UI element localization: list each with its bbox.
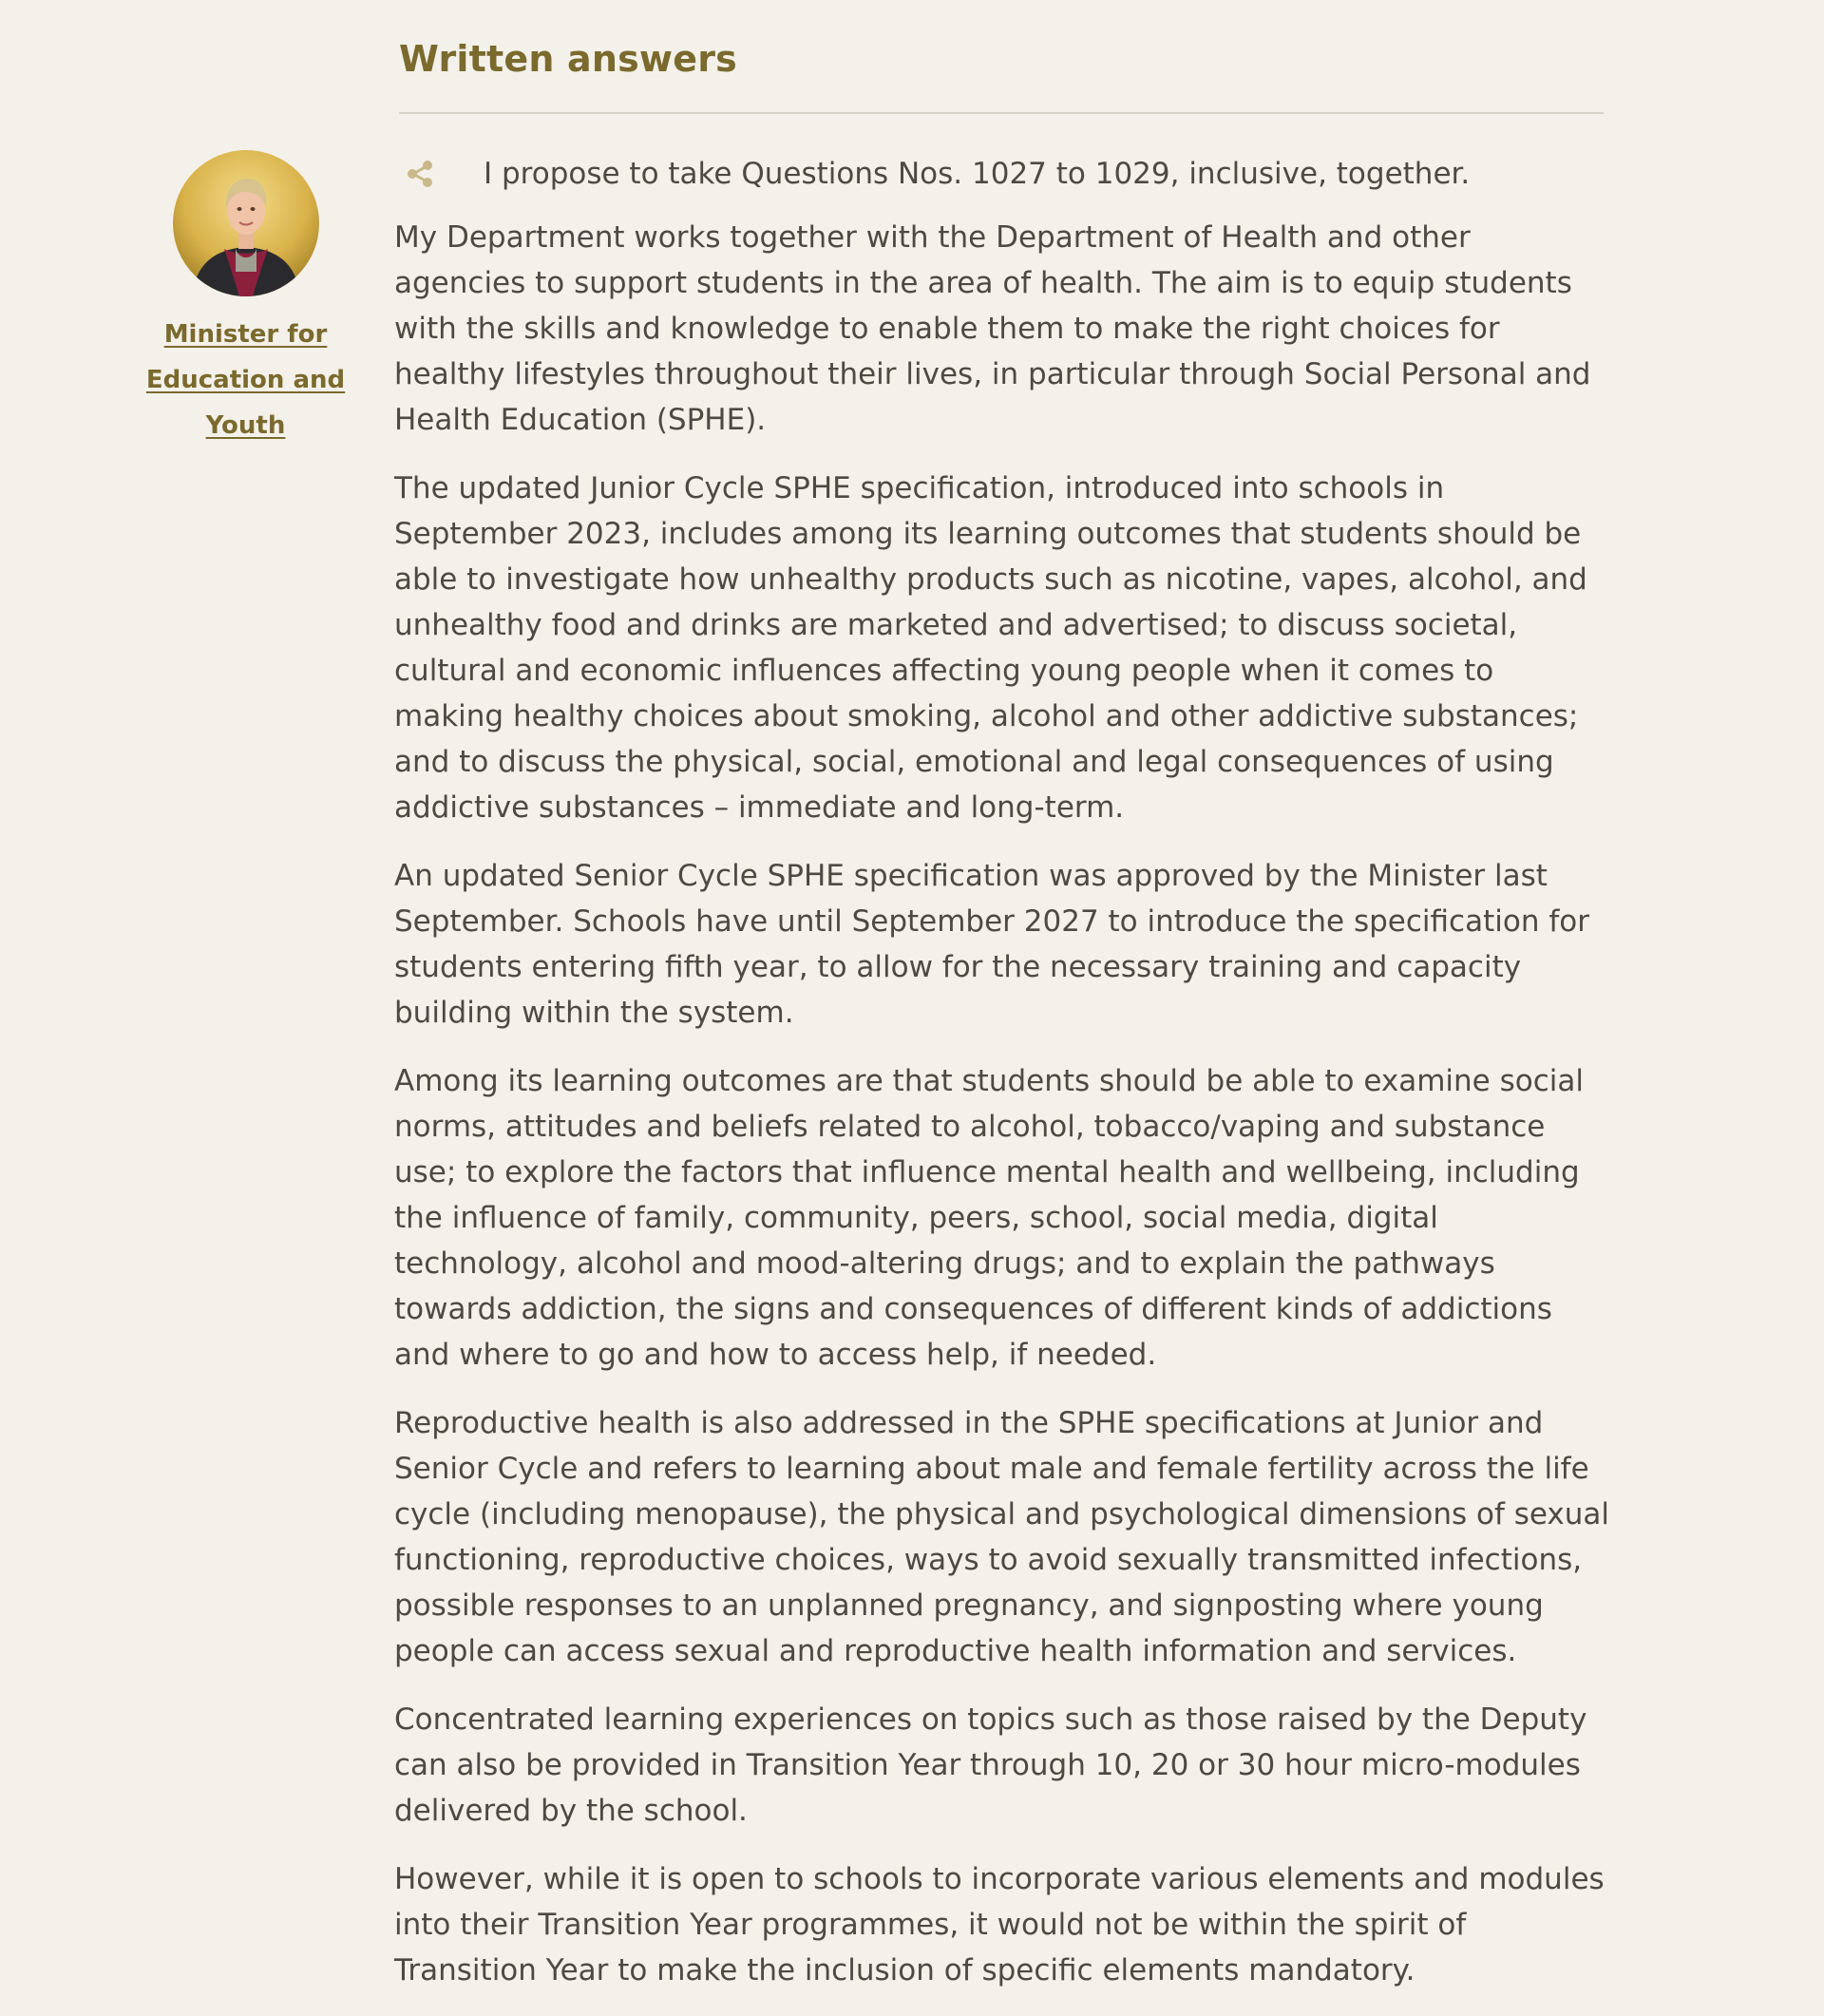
answer-lead-text: I propose to take Questions Nos. 1027 to 1029, inclusive, together. [484, 157, 1471, 191]
share-icon[interactable] [402, 155, 440, 193]
speaker-role-link[interactable]: Minister for Education and Youth [145, 320, 346, 440]
answer-paragraph: The updated Junior Cycle SPHE specification, introduced into schools in September 2023, includes among its learning outcomes that students should be able to investigate how unhealthy products such as nicotine, vapes, alcohol, and unhealthy food and drinks are marketed and advertised; to discuss societal, cultural and economic influences affecting young people when it comes to making healthy choices about smoking, alcohol and other addictive substances; and to discuss the physical, social, emotional and legal consequences of using addictive substances – immediate and long-term. [394, 471, 1587, 825]
written-answer [394, 150, 1610, 2016]
answer-paragraph: Among its learning outcomes are that students should be able to examine social norms, attitudes and beliefs related to alcohol, tobacco/vaping and substance use; to explore the factors that influence mental health and wellbeing, including the influence of family, community, peers, school, social media, digital technology, alcohol and mood-altering drugs; and to explain the pathways towards addiction, the signs and consequences of different kinds of addictions and where to go and how to access help, if needed. [394, 1064, 1584, 1372]
answer-paragraph: My Department works together with the Department of Health and other agencies to support students in the area of health. The aim is to equip students with the skills and knowledge to enable them to make the right choices for healthy lifestyles throughout their lives, in particular through Social Personal and Health Education (SPHE). [394, 220, 1591, 437]
speaker-sidebar [142, 150, 349, 448]
title-divider [399, 112, 1604, 114]
speaker-avatar[interactable] [173, 150, 319, 296]
speaker-portrait [173, 150, 319, 296]
answer-paragraph: Concentrated learning experiences on topics such as those raised by the Deputy can also be provided in Transition Year through 10, 20 or 30 hour micro-modules delivered by the school. [394, 1702, 1587, 1828]
answer-paragraph: Reproductive health is also addressed in the SPHE specifications at Junior and Senior Cycle and refers to learning about male and female fertility across the life cycle (including menopause), the physical and psychological dimensions of sexual functioning, reproductive choices, ways to avoid sexually transmitted infections, possible responses to an unplanned pregnancy, and signposting where young people can access sexual and reproductive health information and services. [394, 1406, 1609, 1668]
answer-paragraph: An updated Senior Cycle SPHE specification was approved by the Minister last September. Schools have until September 2027 to introduce the specification for students entering fifth year, to allow for the necessary training and capacity building within the system. [394, 859, 1589, 1030]
page-title: Written answers [399, 38, 737, 80]
answer-paragraph: However, while it is open to schools to incorporate various elements and modules into their Transition Year programmes, it would not be within the spirit of Transition Year to make the inclusion of specific elements mandatory. [394, 1862, 1605, 1987]
answer-lead-row [394, 150, 1610, 198]
